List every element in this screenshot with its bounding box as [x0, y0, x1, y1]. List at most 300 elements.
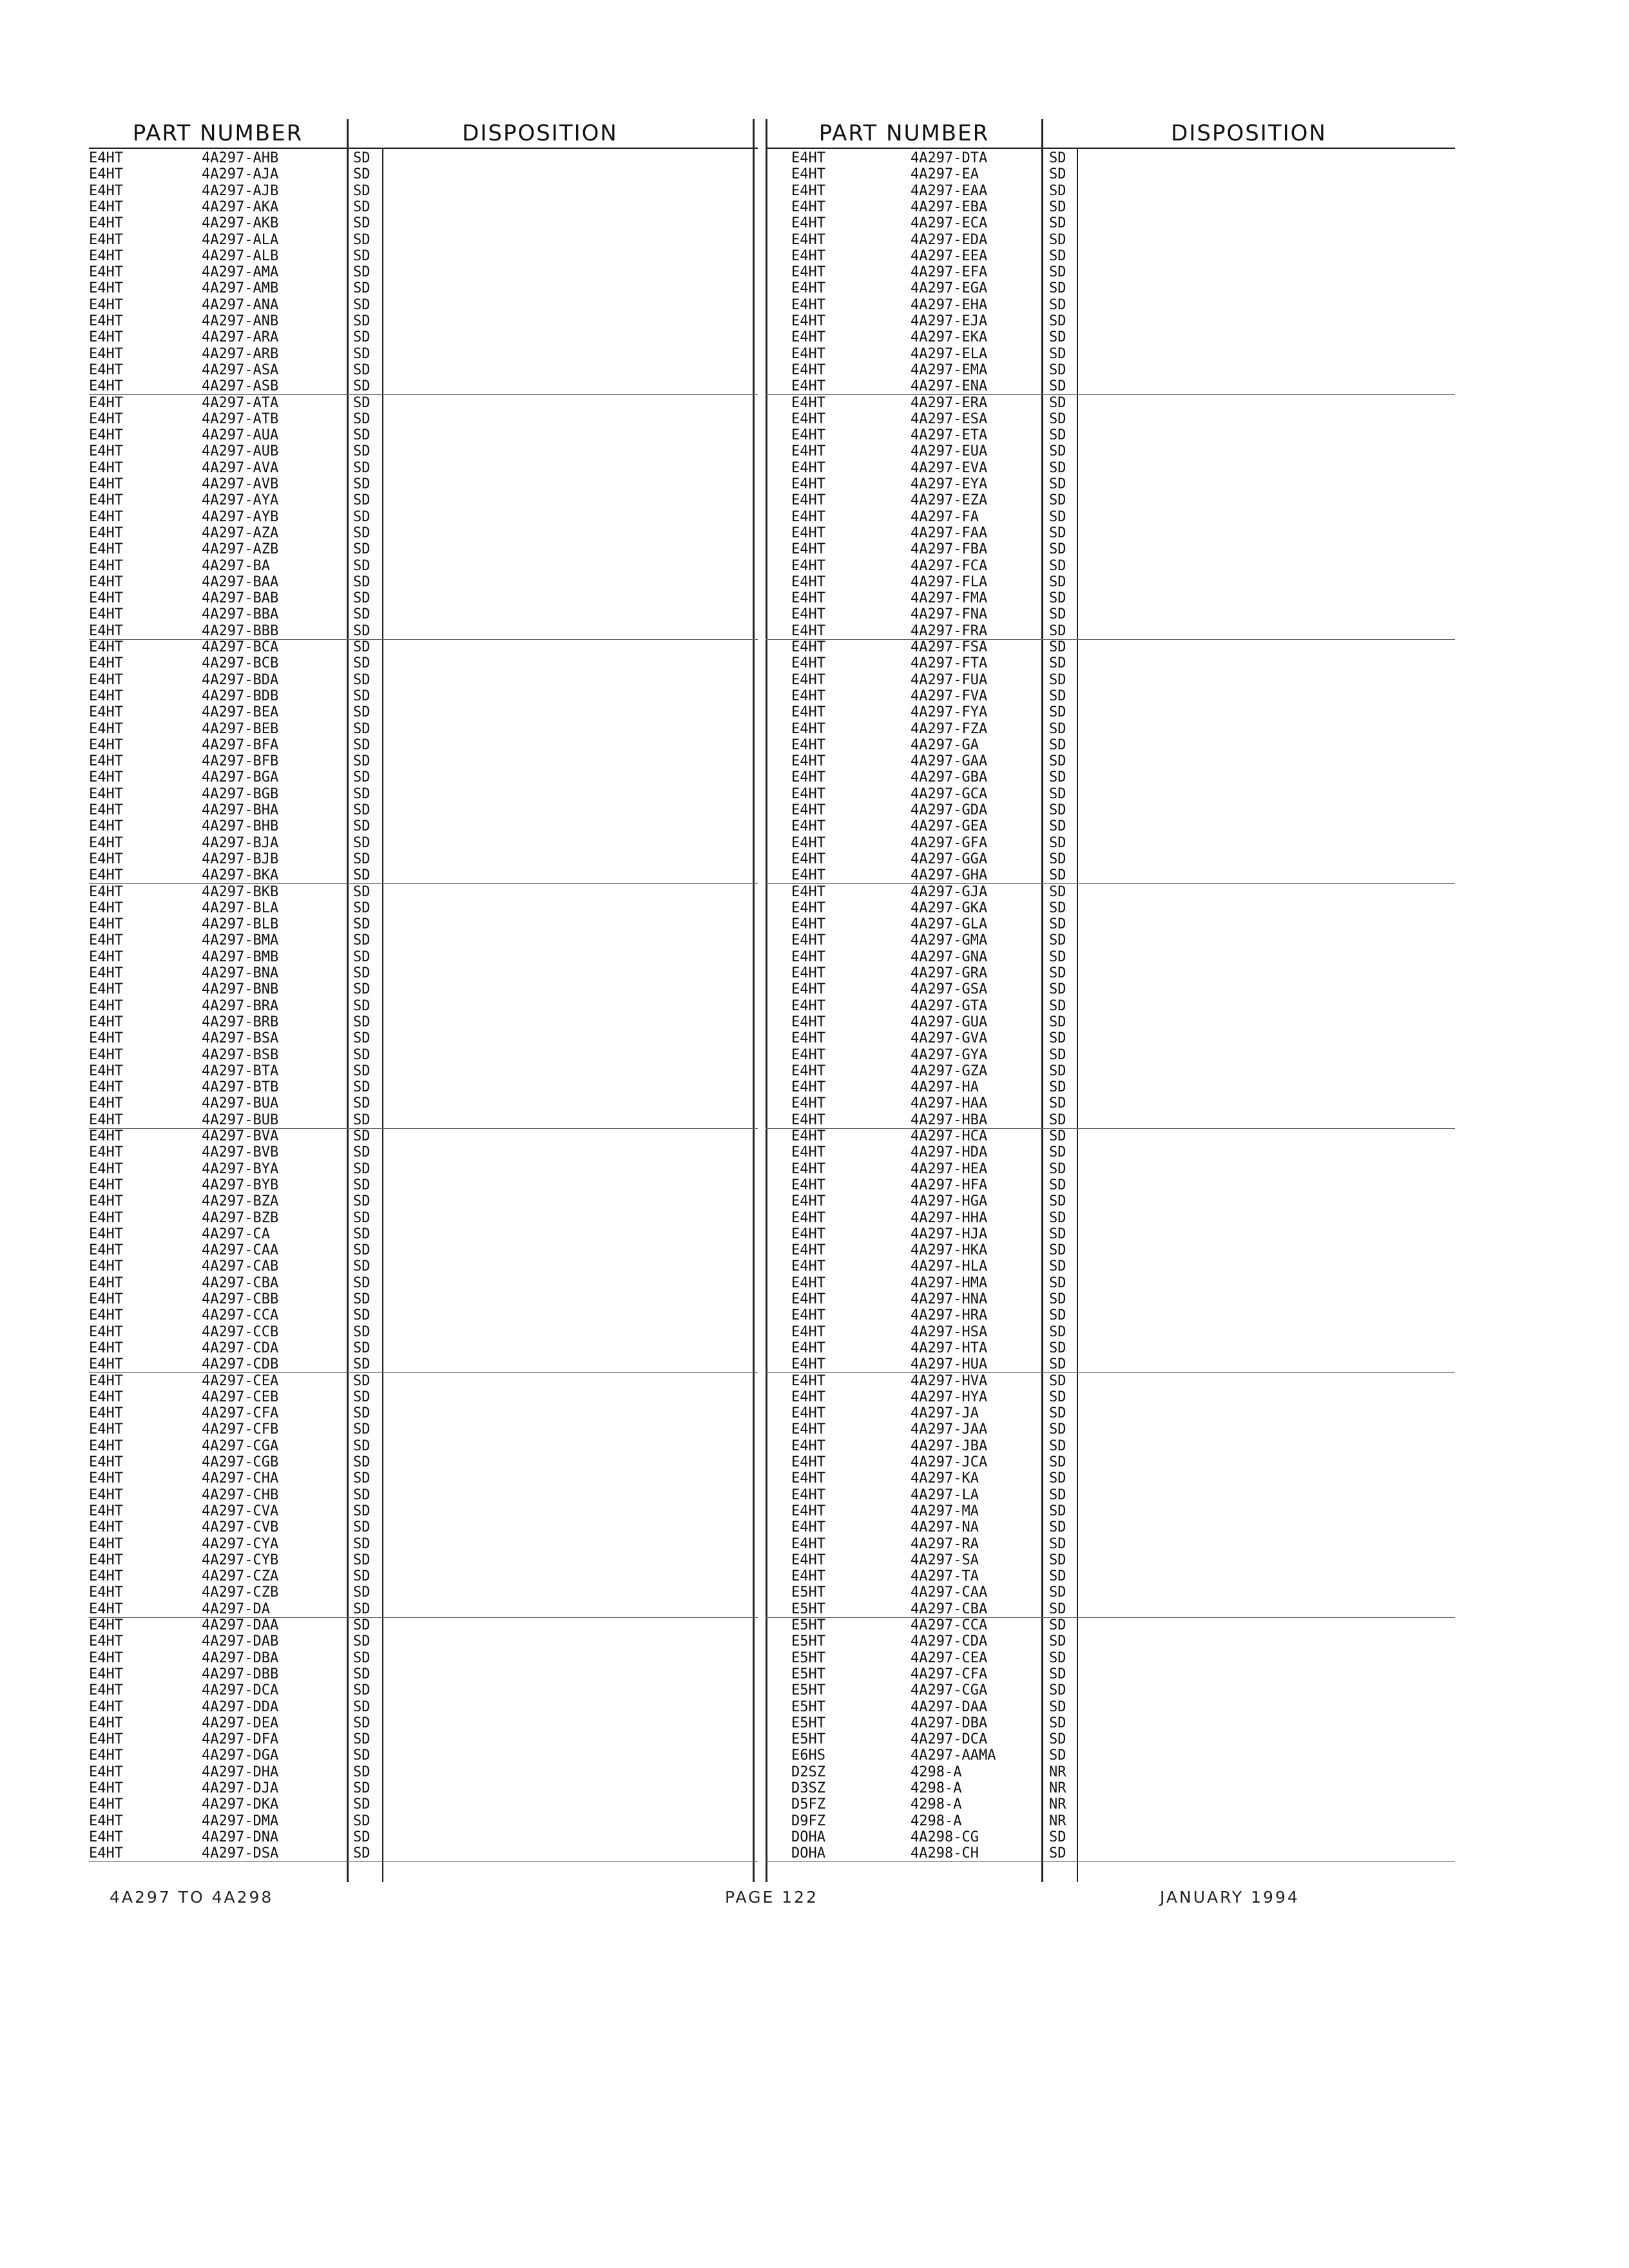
part-number: 4A297-FCA [911, 557, 988, 574]
table-row [766, 1519, 1455, 1535]
part-number: 4A297-GGA [911, 850, 988, 867]
disposition-code: SD [353, 378, 371, 395]
model-code: E4HT [89, 753, 123, 770]
model-code: E4HT [89, 166, 123, 183]
table-row [766, 541, 1455, 557]
part-number: 4A297-GUA [911, 1014, 988, 1030]
disposition-code: SD [1049, 280, 1066, 297]
disposition-code: SD [1049, 1421, 1066, 1438]
disposition-code: SD [353, 997, 371, 1014]
part-number: 4A297-ASA [202, 361, 279, 378]
disposition-code: SD [1049, 1698, 1066, 1715]
part-number: 4A297-HTA [911, 1340, 988, 1356]
part-number: 4A297-BEB [202, 720, 279, 737]
model-code: E6HS [791, 1747, 825, 1764]
disposition-code: SD [353, 1698, 371, 1715]
disposition-code: SD [353, 427, 371, 444]
disposition-code: SD [353, 459, 371, 476]
disposition-code: SD [353, 1682, 371, 1699]
part-number: 4A297-DJA [202, 1780, 279, 1796]
model-code: E4HT [89, 1225, 123, 1242]
table-row [766, 1796, 1455, 1812]
part-number: 4A297-GTA [911, 997, 988, 1014]
part-number: 4A297-AVB [202, 476, 279, 492]
table-row [89, 672, 758, 688]
part-number: 4A297-ENA [911, 378, 988, 395]
part-number: 4A297-GSA [911, 981, 988, 998]
part-number: 4A297-CYB [202, 1552, 279, 1568]
table-row [89, 378, 758, 395]
table-row [766, 1210, 1455, 1226]
model-code: E4HT [791, 687, 825, 704]
table-row [89, 313, 758, 329]
disposition-code: SD [1049, 1372, 1066, 1389]
disposition-code: SD [353, 1046, 371, 1063]
disposition-code: SD [1049, 948, 1066, 965]
model-code: E4HT [89, 655, 123, 672]
disposition-code: SD [353, 1829, 371, 1845]
disposition-code: SD [353, 1503, 371, 1519]
part-number: 4A297-JCA [911, 1454, 988, 1470]
part-number: 4A297-BFB [202, 753, 279, 770]
footer-page: PAGE 122 [725, 1888, 818, 1907]
model-code: E4HT [89, 1177, 123, 1193]
part-number: 4A297-GNA [911, 948, 988, 965]
table-row [766, 558, 1455, 574]
disposition-header: DISPOSITION [1171, 120, 1327, 146]
part-number: 4A297-GAA [911, 753, 988, 770]
part-number: 4A297-CGB [202, 1454, 279, 1470]
disposition-code: SD [353, 1177, 371, 1193]
table-row [89, 851, 758, 867]
table-row [89, 346, 758, 362]
disposition-code: SD [1049, 883, 1066, 900]
table-row [89, 721, 758, 737]
model-code: E4HT [89, 720, 123, 737]
model-code: E4HT [89, 1829, 123, 1845]
model-code: E4HT [89, 1014, 123, 1030]
table-row [89, 981, 758, 997]
disposition-code: SD [353, 1111, 371, 1128]
disposition-code: SD [1049, 1209, 1066, 1226]
table-row [766, 346, 1455, 362]
disposition-code: SD [1049, 1584, 1066, 1601]
disposition-code: SD [353, 1437, 371, 1454]
disposition-code: SD [353, 296, 371, 313]
part-number: 4A297-HMA [911, 1274, 988, 1291]
table-row [89, 1095, 758, 1111]
disposition-code: SD [353, 704, 371, 721]
disposition-code: SD [1049, 1160, 1066, 1177]
model-code: E4HT [89, 1747, 123, 1764]
model-code: E4HT [791, 639, 825, 655]
part-number: 4A297-DHA [202, 1763, 279, 1780]
table-row [89, 916, 758, 932]
disposition-code: SD [353, 655, 371, 672]
table-row [89, 1242, 758, 1258]
table-row [89, 1552, 758, 1568]
model-code: E4HT [791, 1503, 825, 1519]
part-number: 4A297-BDB [202, 687, 279, 704]
model-code: E4HT [89, 1356, 123, 1373]
part-number: 4A297-ALB [202, 247, 279, 264]
disposition-code: SD [1049, 704, 1066, 721]
part-number: 4A297-AYA [202, 492, 279, 509]
model-code: E4HT [791, 427, 825, 444]
disposition-code: SD [353, 329, 371, 346]
part-number: 4A297-ARA [202, 329, 279, 346]
part-number: 4A297-BCA [202, 639, 279, 655]
model-code: E4HT [791, 704, 825, 721]
table-row [89, 1764, 758, 1780]
disposition-code: SD [353, 1144, 371, 1161]
table-row [89, 460, 758, 476]
disposition-code: SD [353, 1747, 371, 1764]
part-number: 4A297-CFA [202, 1405, 279, 1422]
disposition-code: SD [353, 524, 371, 541]
disposition-code: SD [1049, 1258, 1066, 1275]
part-number: 4A297-JAA [911, 1421, 988, 1438]
table-row [89, 1193, 758, 1209]
table-row [766, 329, 1455, 345]
model-code: E4HT [89, 1340, 123, 1356]
table-row [89, 525, 758, 541]
table-row [766, 166, 1455, 182]
model-code: E4HT [791, 1177, 825, 1193]
model-code: E4HT [89, 410, 123, 427]
disposition-code: SD [353, 280, 371, 297]
disposition-code: SD [353, 247, 371, 264]
disposition-code: SD [1049, 166, 1066, 183]
disposition-code: SD [1049, 1225, 1066, 1242]
part-number: 4A297-GZA [911, 1062, 988, 1079]
part-number: 4A297-CGA [911, 1682, 988, 1699]
model-code: E4HT [791, 1568, 825, 1585]
table-row [89, 1845, 758, 1862]
model-code: E4HT [89, 1715, 123, 1731]
model-code: E4HT [89, 704, 123, 721]
model-code: E5HT [791, 1649, 825, 1666]
model-code: E4HT [89, 1600, 123, 1617]
part-number: 4A297-DA [202, 1600, 270, 1617]
disposition-code: SD [353, 1715, 371, 1731]
part-number: 4A297-NA [911, 1519, 979, 1536]
part-number: 4A297-CAB [202, 1258, 279, 1275]
part-number: 4A297-CVA [202, 1503, 279, 1519]
model-code: E4HT [89, 1584, 123, 1601]
table-row [766, 623, 1455, 640]
part-number: 4A297-BMB [202, 948, 279, 965]
part-number: 4A297-GRA [911, 965, 988, 981]
part-number: 4A297-AZA [202, 524, 279, 541]
table-row [766, 606, 1455, 622]
part-number: 4A297-EMA [911, 361, 988, 378]
model-code: E4HT [89, 1144, 123, 1161]
disposition-code: SD [1049, 1715, 1066, 1731]
part-number: 4A297-GA [911, 736, 979, 753]
table-row [766, 1047, 1455, 1063]
model-code: E4HT [791, 410, 825, 427]
part-number: 4A297-BJA [202, 834, 279, 851]
disposition-code: SD [353, 1486, 371, 1503]
table-row [89, 476, 758, 492]
part-number: 4A297-EKA [911, 329, 988, 346]
disposition-code: SD [1049, 1307, 1066, 1324]
model-code: E4HT [89, 1128, 123, 1144]
part-number: 4A297-CA [202, 1225, 270, 1242]
table-row [766, 1112, 1455, 1129]
disposition-code: SD [353, 720, 371, 737]
disposition-code: SD [1049, 231, 1066, 248]
table-row [89, 884, 758, 900]
disposition-code: SD [1049, 508, 1066, 525]
table-row [89, 998, 758, 1014]
model-code: D9FZ [791, 1812, 825, 1829]
disposition-code: SD [353, 476, 371, 492]
table-row [89, 1373, 758, 1389]
part-number: 4A297-CBB [202, 1291, 279, 1307]
part-number: 4A297-GLA [911, 916, 988, 933]
part-number: 4A297-EAA [911, 182, 988, 199]
table-row [89, 688, 758, 704]
part-number: 4A297-AVA [202, 459, 279, 476]
disposition-code: SD [353, 671, 371, 688]
table-row [89, 1079, 758, 1095]
table-row [89, 1519, 758, 1535]
disposition-code: SD [1049, 606, 1066, 623]
model-code: E4HT [791, 1307, 825, 1324]
model-code: E4HT [89, 443, 123, 460]
table-row [766, 1666, 1455, 1682]
disposition-code: SD [1049, 296, 1066, 313]
disposition-code: SD [353, 541, 371, 558]
table-row [766, 1144, 1455, 1160]
model-code: E4HT [89, 639, 123, 655]
model-code: E4HT [89, 1062, 123, 1079]
model-code: E4HT [89, 1405, 123, 1422]
table-row [766, 1633, 1455, 1649]
part-number: 4A297-BFA [202, 736, 279, 753]
disposition-code: SD [1049, 1274, 1066, 1291]
model-code: E4HT [89, 1470, 123, 1487]
part-number: 4A297-HSA [911, 1323, 988, 1340]
table-row [89, 1715, 758, 1731]
table-row [766, 509, 1455, 525]
model-code: E4HT [791, 1111, 825, 1128]
model-code: E4HT [791, 1405, 825, 1422]
part-number: 4A297-BCB [202, 655, 279, 672]
part-number: 4A297-ETA [911, 427, 988, 444]
part-number: 4A297-AZB [202, 541, 279, 558]
table-row [89, 932, 758, 948]
part-number: 4A297-CCA [202, 1307, 279, 1324]
part-number: 4A297-ERA [911, 394, 988, 411]
part-number: 4298-A [911, 1780, 962, 1796]
disposition-code: SD [353, 1845, 371, 1862]
table-row [89, 1291, 758, 1307]
model-code: E4HT [89, 1454, 123, 1470]
table-row [766, 1177, 1455, 1193]
table-row [89, 802, 758, 818]
disposition-code: SD [353, 1372, 371, 1389]
part-number: 4A297-ANB [202, 313, 279, 329]
part-number: 4A297-DCA [202, 1682, 279, 1699]
part-number: 4A297-AYB [202, 508, 279, 525]
part-number: 4A297-EEA [911, 247, 988, 264]
table-row [89, 1144, 758, 1160]
model-code: E4HT [791, 1454, 825, 1470]
model-code: E4HT [791, 981, 825, 998]
disposition-code: SD [353, 1600, 371, 1617]
part-number: 4A297-ASB [202, 378, 279, 395]
model-code: E4HT [791, 671, 825, 688]
table-row [766, 150, 1455, 166]
part-number: 4A297-CDA [202, 1340, 279, 1356]
table-row [89, 362, 758, 378]
table-row [766, 215, 1455, 231]
table-row [766, 851, 1455, 867]
part-number: 4A297-BZB [202, 1209, 279, 1226]
disposition-code: SD [1049, 1291, 1066, 1307]
disposition-code: SD [1049, 345, 1066, 362]
part-number: 4A297-LA [911, 1486, 979, 1503]
disposition-code: SD [353, 557, 371, 574]
table-row [89, 1731, 758, 1747]
disposition-code: SD [353, 345, 371, 362]
table-row [89, 704, 758, 720]
part-number: 4A297-DDA [202, 1698, 279, 1715]
disposition-code: SD [353, 492, 371, 509]
model-code: E4HT [791, 1095, 825, 1112]
table-row [766, 460, 1455, 476]
model-code: E4HT [791, 590, 825, 607]
table-row [766, 297, 1455, 313]
part-number: 4A297-HKA [911, 1242, 988, 1259]
part-number: 4A297-BGA [202, 769, 279, 786]
model-code: E4HT [89, 769, 123, 786]
table-row [766, 1487, 1455, 1503]
part-number: 4A297-BA [202, 557, 270, 574]
part-number: 4A297-BBA [202, 606, 279, 623]
disposition-code: SD [1049, 1486, 1066, 1503]
table-row [766, 183, 1455, 199]
disposition-code: SD [1049, 541, 1066, 558]
disposition-code: SD [1049, 785, 1066, 802]
part-number: 4A297-AAMA [911, 1747, 996, 1764]
table-row [766, 965, 1455, 981]
model-code: E4HT [791, 313, 825, 329]
model-code: E4HT [89, 1535, 123, 1552]
model-code: E4HT [89, 150, 123, 166]
table-row [89, 1699, 758, 1715]
model-code: E4HT [791, 965, 825, 981]
part-number: 4A297-EDA [911, 231, 988, 248]
part-number: 4A297-CAA [911, 1584, 988, 1601]
disposition-code: SD [353, 1079, 371, 1096]
table-row [766, 1650, 1455, 1666]
table-row [766, 1242, 1455, 1258]
part-number: 4A297-ESA [911, 410, 988, 427]
table-row [766, 1258, 1455, 1274]
disposition-code: SD [1049, 1519, 1066, 1536]
part-number: 4A297-HDA [911, 1144, 988, 1161]
part-number: 4A297-SA [911, 1552, 979, 1568]
table-row [766, 199, 1455, 215]
disposition-code: SD [1049, 394, 1066, 411]
part-number: 4A297-EZA [911, 492, 988, 509]
disposition-code: SD [1049, 965, 1066, 981]
model-code: E4HT [89, 1486, 123, 1503]
part-number: 4A297-FZA [911, 720, 988, 737]
table-row [89, 1258, 758, 1274]
part-number: 4A297-HHA [911, 1209, 988, 1226]
model-code: E4HT [791, 818, 825, 835]
disposition-code: SD [1049, 215, 1066, 232]
part-number: 4298-A [911, 1763, 962, 1780]
table-row [89, 1796, 758, 1812]
disposition-code: SD [353, 948, 371, 965]
disposition-code: SD [353, 965, 371, 981]
model-code: E4HT [791, 1274, 825, 1291]
part-number: 4A297-EHA [911, 296, 988, 313]
part-number: 4A297-ELA [911, 345, 988, 362]
model-code: E4HT [791, 1128, 825, 1144]
model-code: E4HT [791, 378, 825, 395]
part-number: 4A297-DAA [202, 1617, 279, 1633]
disposition-code: SD [1049, 997, 1066, 1014]
model-code: E4HT [791, 345, 825, 362]
disposition-code: SD [353, 1095, 371, 1112]
table-row [766, 704, 1455, 720]
table-row [766, 786, 1455, 802]
disposition-code: SD [1049, 818, 1066, 835]
table-row [89, 900, 758, 916]
model-code: E4HT [791, 606, 825, 623]
table-row [766, 1356, 1455, 1373]
model-code: E4HT [89, 1568, 123, 1585]
part-number: 4A297-BJB [202, 850, 279, 867]
model-code: E4HT [89, 1372, 123, 1389]
disposition-code: SD [1049, 1747, 1066, 1764]
disposition-code: SD [353, 1617, 371, 1633]
part-number: 4A297-ANA [202, 296, 279, 313]
disposition-code: SD [1049, 1095, 1066, 1112]
table-row [766, 1161, 1455, 1177]
disposition-code: SD [353, 198, 371, 215]
part-number: 4A297-FYA [911, 704, 988, 721]
disposition-code: SD [353, 1209, 371, 1226]
part-number: 4A297-BHA [202, 802, 279, 818]
disposition-code: SD [353, 899, 371, 916]
model-code: E4HT [791, 1323, 825, 1340]
part-number: 4A297-EA [911, 166, 979, 183]
model-code: E4HT [89, 280, 123, 297]
part-number: 4A297-DEA [202, 1715, 279, 1731]
disposition-code: SD [1049, 557, 1066, 574]
part-number: 4A297-GVA [911, 1030, 988, 1047]
part-number: 4A297-AJA [202, 166, 279, 183]
model-code: E4HT [791, 622, 825, 639]
disposition-code: SD [353, 166, 371, 183]
model-code: E4HT [791, 394, 825, 411]
disposition-code: SD [1049, 687, 1066, 704]
model-code: D5FZ [791, 1796, 825, 1813]
table-row [89, 1307, 758, 1323]
table-row [89, 835, 758, 851]
table-row [766, 932, 1455, 948]
model-code: E4HT [89, 948, 123, 965]
part-number: 4A297-CZA [202, 1568, 279, 1585]
